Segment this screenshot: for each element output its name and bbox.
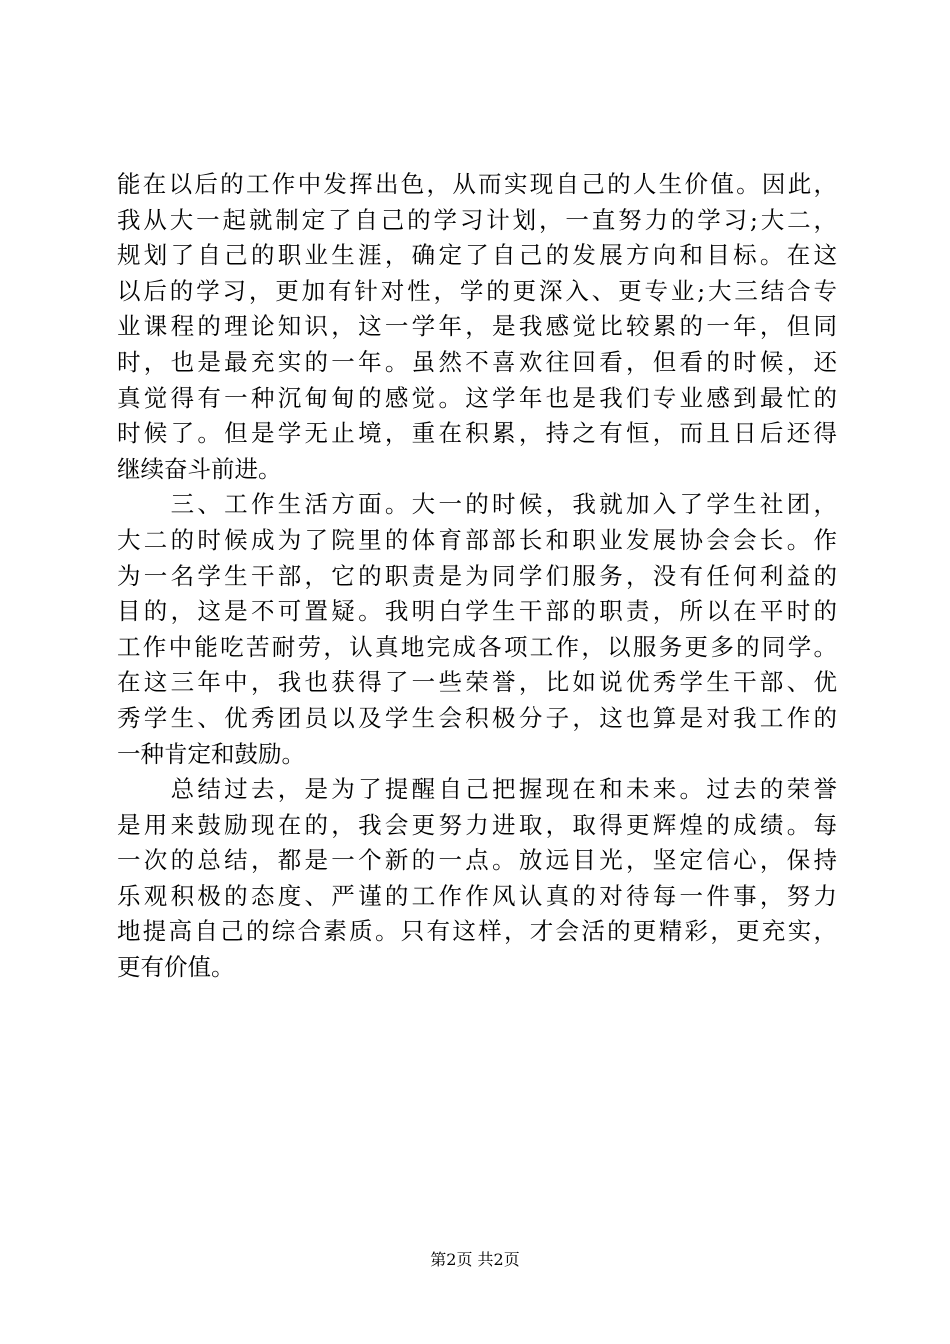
text-line: 时，也是最充实的一年。虽然不喜欢往回看，但看的时候，还 — [117, 347, 837, 376]
text-line: 一次的总结，都是一个新的一点。放远目光，坚定信心，保持 — [117, 846, 837, 875]
text-line: 能在以后的工作中发挥出色，从而实现自己的人生价值。因此， — [117, 170, 837, 198]
text-line: 业课程的理论知识，这一学年，是我感觉比较累的一年，但同 — [117, 312, 837, 341]
text-line: 更有价值。 — [117, 953, 235, 982]
text-line: 三、工作生活方面。大一的时候，我就加入了学生社团， — [117, 490, 837, 519]
text-line: 乐观积极的态度、严谨的工作作风认真的对待每一件事，努力 — [117, 881, 837, 910]
text-line: 大二的时候成为了院里的体育部部长和职业发展协会会长。作 — [117, 525, 837, 554]
text-line: 真觉得有一种沉甸甸的感觉。这学年也是我们专业感到最忙的 — [117, 383, 837, 412]
text-line: 秀学生、优秀团员以及学生会积极分子，这也算是对我工作的 — [117, 703, 837, 732]
page-footer: 第2页 共2页 — [430, 1250, 520, 1269]
text-line: 在这三年中，我也获得了一些荣誉，比如说优秀学生干部、优 — [117, 668, 837, 697]
text-line: 我从大一起就制定了自己的学习计划，一直努力的学习;大二， — [117, 205, 837, 234]
text-line: 为一名学生干部，它的职责是为同学们服务，没有任何利益的 — [117, 561, 837, 590]
document-body — [117, 167, 837, 986]
text-line: 一种肯定和鼓励。 — [117, 739, 305, 768]
text-line: 规划了自己的职业生涯，确定了自己的发展方向和目标。在这 — [117, 241, 837, 270]
text-line: 地提高自己的综合素质。只有这样，才会活的更精彩，更充实， — [117, 917, 837, 946]
text-line: 工作中能吃苦耐劳，认真地完成各项工作，以服务更多的同学。 — [117, 632, 837, 661]
text-line: 继续奋斗前进。 — [117, 454, 282, 483]
text-line: 时候了。但是学无止境，重在积累，持之有恒，而且日后还得 — [117, 419, 837, 448]
text-line: 是用来鼓励现在的，我会更努力进取，取得更辉煌的成绩。每 — [117, 810, 837, 839]
text-line: 目的，这是不可置疑。我明白学生干部的职责，所以在平时的 — [117, 597, 837, 626]
text-line: 以后的学习，更加有针对性，学的更深入、更专业;大三结合专 — [117, 276, 837, 305]
text-line: 总结过去，是为了提醒自己把握现在和未来。过去的荣誉 — [117, 775, 837, 804]
